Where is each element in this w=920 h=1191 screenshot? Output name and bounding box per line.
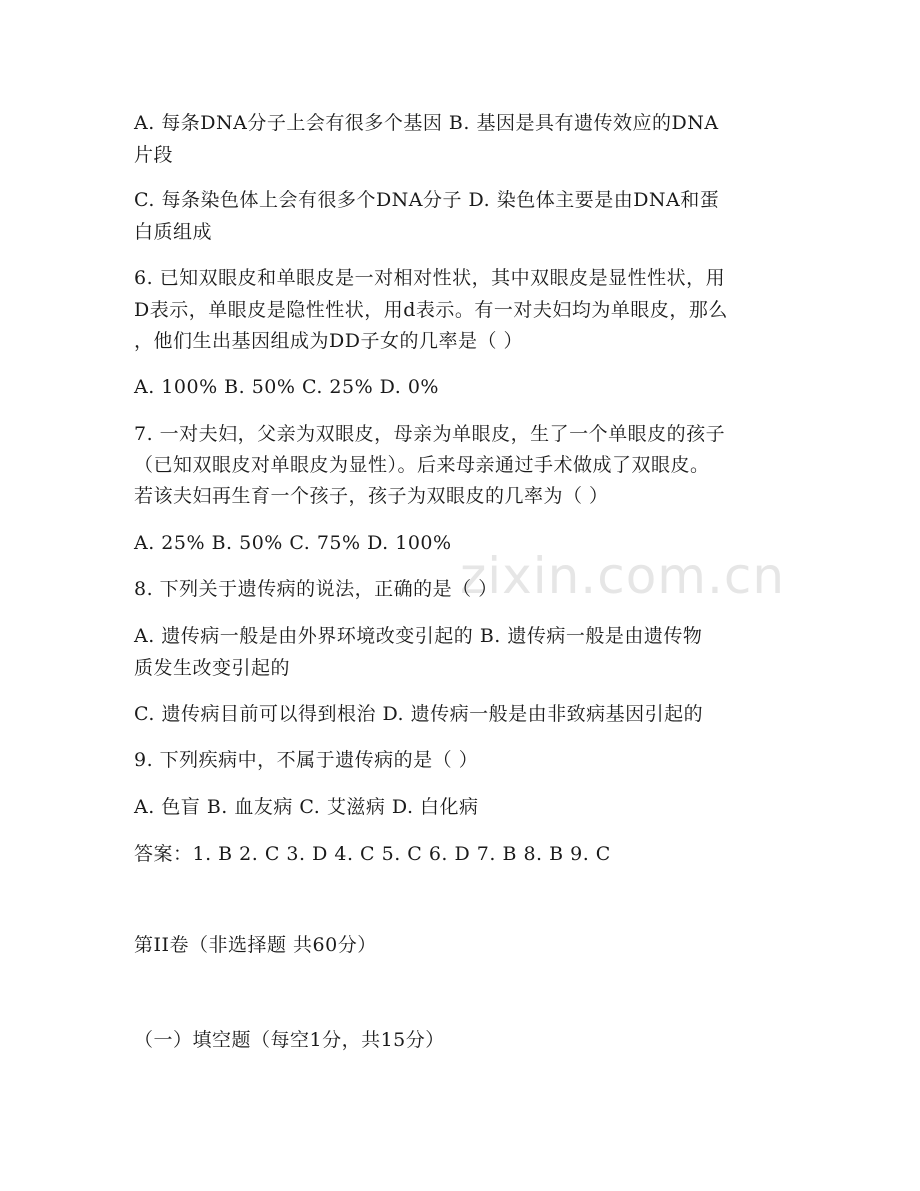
question-8-options-cd: C. 遗传病目前可以得到根治 D. 遗传病一般是由非致病基因引起的 [134,703,704,725]
subsection-heading: （一）填空题（每空1分，共15分） [134,1029,445,1051]
answer-key: 答案：1. B 2. C 3. D 4. C 5. C 6. D 7. B 8. B 9. C [134,843,611,865]
option-line-q5-cd-cont: 白质组成 [134,221,213,243]
question-7-options: A. 25% B. 50% C. 75% D. 100% [134,532,452,554]
option-line-q5-cd: C. 每条染色体上会有很多个DNA分子 D. 染色体主要是由DNA和蛋 [134,189,720,211]
option-line-q5-ab: A. 每条DNA分子上会有很多个基因 B. 基因是具有遗传效应的DNA [134,112,719,134]
question-7-line-2: （已知双眼皮对单眼皮为显性）。后来母亲通过手术做成了双眼皮。 [134,454,710,476]
question-7-line-1: 7. 一对夫妇，父亲为双眼皮，母亲为单眼皮，生了一个单眼皮的孩子 [134,423,726,445]
section-heading: 第II卷（非选择题 共60分） [134,934,377,956]
question-8: 8. 下列关于遗传病的说法，正确的是（ ） [134,578,498,600]
question-6-line-1: 6. 已知双眼皮和单眼皮是一对相对性状，其中双眼皮是显性性状，用 [134,267,726,289]
question-8-options-ab: A. 遗传病一般是由外界环境改变引起的 B. 遗传病一般是由遗传物 [134,625,703,647]
watermark: zixin.com.cn [460,547,786,605]
question-9-options: A. 色盲 B. 血友病 C. 艾滋病 D. 白化病 [134,796,479,818]
question-6-line-2: D表示，单眼皮是隐性性状，用d表示。有一对夫妇均为单眼皮，那么 [134,299,728,321]
question-9: 9. 下列疾病中，不属于遗传病的是（ ） [134,749,479,771]
option-line-q5-ab-cont: 片段 [134,144,174,166]
question-6-line-3: ，他们生出基因组成为DD子女的几率是（ ） [134,330,524,352]
question-7-line-3: 若该夫妇再生育一个孩子，孩子为双眼皮的几率为（ ） [134,485,609,507]
question-8-options-ab-cont: 质发生改变引起的 [134,657,291,679]
question-6-options: A. 100% B. 50% C. 25% D. 0% [134,376,439,398]
